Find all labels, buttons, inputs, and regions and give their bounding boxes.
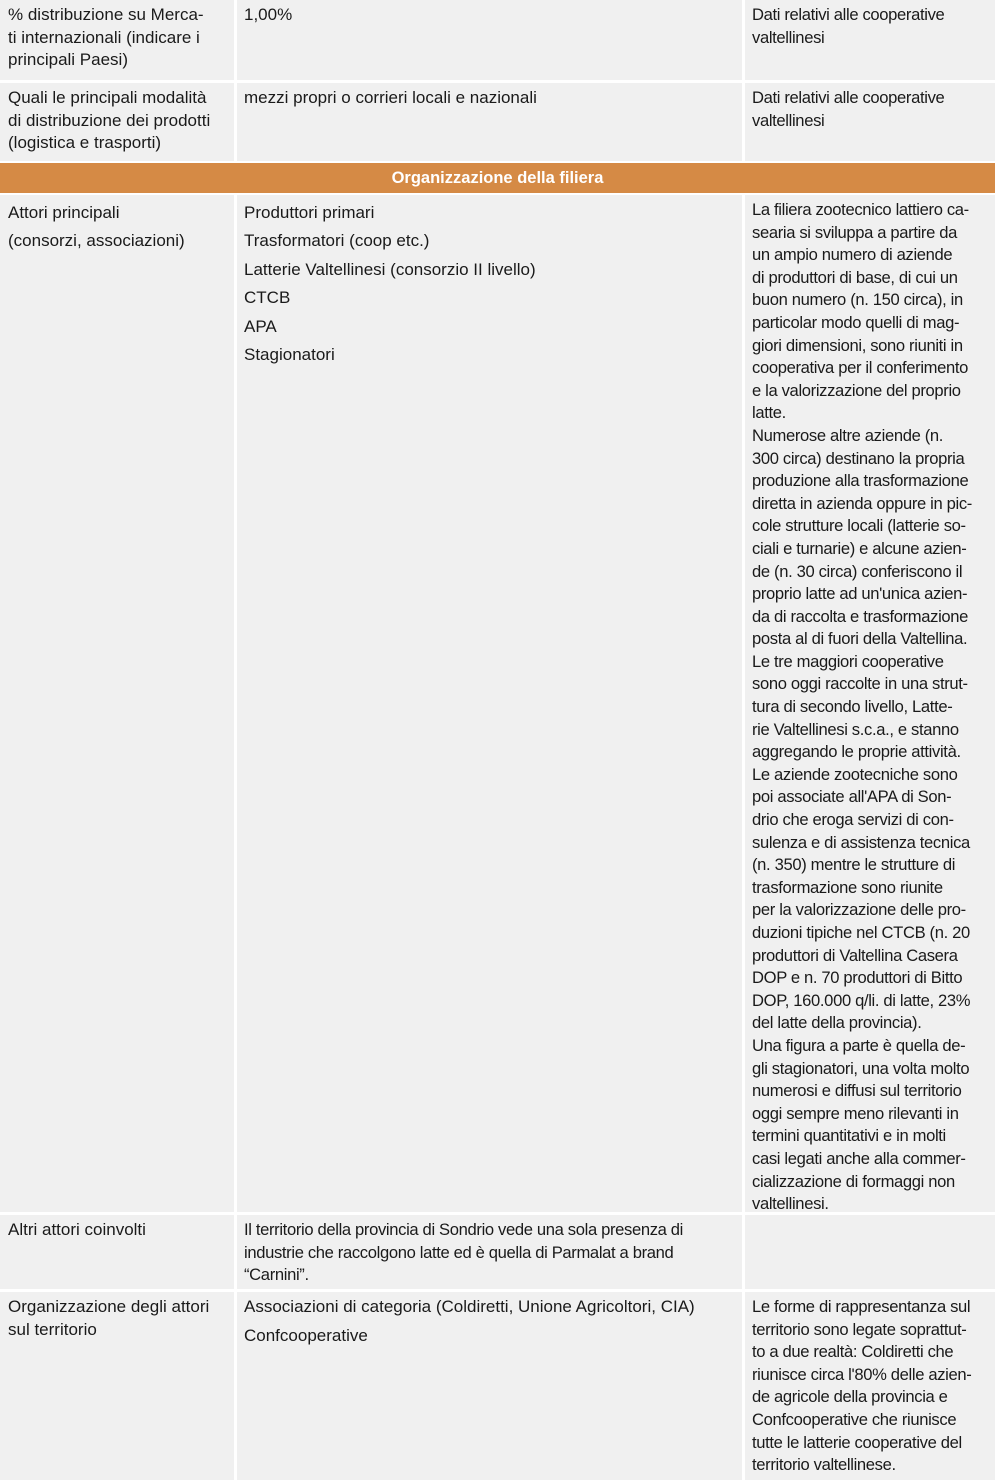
note-line: gli stagionatori, una volta molto bbox=[752, 1058, 970, 1078]
note-line: de (n. 30 circa) conferiscono il bbox=[752, 561, 963, 581]
value-line: “Carnini”. bbox=[244, 1265, 309, 1285]
note-line: DOP e n. 70 produttori di Bitto bbox=[752, 968, 963, 988]
note-line: territorio valtellinese. bbox=[752, 1455, 896, 1475]
value-line: industrie che raccolgono latte ed è quella di Parmalat a brand bbox=[244, 1242, 674, 1262]
row-label bbox=[0, 195, 234, 1212]
table-row-attori-principali bbox=[0, 195, 995, 1212]
note-line: numerosi e diffusi sul territorio bbox=[752, 1081, 962, 1101]
list-item: Produttori primari bbox=[244, 203, 375, 222]
section-title: Organizzazione della filiera bbox=[391, 169, 604, 187]
row-note bbox=[745, 1292, 995, 1480]
label-line: Attori principali bbox=[8, 203, 120, 222]
label-line: sul territorio bbox=[8, 1319, 97, 1339]
note-line: termini quantitativi e in molti bbox=[752, 1126, 946, 1146]
note-line: Una figura a parte è quella de- bbox=[752, 1035, 966, 1055]
value-text: 1,00% bbox=[244, 5, 293, 24]
note-line: cooperativa per il conferimento bbox=[752, 358, 969, 378]
label-line: (consorzi, associazioni) bbox=[8, 231, 185, 251]
row-value-list bbox=[237, 1292, 742, 1480]
note-line: Le aziende zootecniche sono bbox=[752, 764, 958, 784]
label-line: principali Paesi) bbox=[8, 50, 128, 70]
list-item: CTCB bbox=[244, 288, 291, 308]
note-line: e la valorizzazione del proprio bbox=[752, 380, 961, 400]
note-line: per la valorizzazione delle pro- bbox=[752, 900, 966, 920]
note-line: di produttori di base, di cui un bbox=[752, 267, 958, 287]
note-line: sono oggi raccolte in una strut- bbox=[752, 674, 968, 694]
note-line: Le tre maggiori cooperative bbox=[752, 651, 944, 671]
note-line: trasformazione sono riunite bbox=[752, 877, 943, 897]
note-line: duzioni tipiche nel CTCB (n. 20 bbox=[752, 923, 970, 942]
label-line: ti internazionali (indicare i bbox=[8, 27, 200, 47]
row-note bbox=[745, 0, 995, 80]
note-line: un ampio numero di aziende bbox=[752, 245, 953, 265]
list-item: Stagionatori bbox=[244, 345, 335, 365]
table-row-altri-attori bbox=[0, 1215, 995, 1289]
note-line: latte. bbox=[752, 403, 786, 423]
note-line: riunisce circa l'80% delle azien- bbox=[752, 1364, 972, 1384]
note-line: La filiera zootecnico lattiero ca- bbox=[752, 200, 969, 219]
label-line: (logistica e trasporti) bbox=[8, 133, 162, 153]
note-line: Confcooperative che riunisce bbox=[752, 1409, 957, 1429]
note-line: produzione alla trasformazione bbox=[752, 471, 969, 491]
value-text: mezzi propri o corrieri locali e nazionali bbox=[244, 88, 537, 107]
row-value bbox=[237, 0, 742, 80]
list-item: APA bbox=[244, 316, 277, 336]
table-row-mercati-internazionali bbox=[0, 0, 995, 80]
note-line: de agricole della provincia e bbox=[752, 1387, 948, 1407]
note-line: del latte della provincia). bbox=[752, 1013, 922, 1033]
note-line: Dati relativi alle cooperative bbox=[752, 88, 945, 107]
value-line: Il territorio della provincia di Sondrio vede una sola presenza di bbox=[244, 1220, 684, 1239]
note-line: DOP, 160.000 q/li. di latte, 23% bbox=[752, 990, 971, 1010]
row-label bbox=[0, 1292, 234, 1480]
row-value-list bbox=[237, 195, 742, 1212]
note-line: casi legati anche alla commer- bbox=[752, 1148, 966, 1168]
note-line: ciali e turnarie) e alcune azien- bbox=[752, 538, 967, 558]
note-line: proprio latte ad un'unica azien- bbox=[752, 584, 968, 604]
note-line: 300 circa) destinano la propria bbox=[752, 448, 965, 468]
note-line: buon numero (n. 150 circa), in bbox=[752, 290, 963, 310]
note-line: to a due realtà: Coldiretti che bbox=[752, 1342, 954, 1362]
list-item: Trasformatori (coop etc.) bbox=[244, 231, 430, 251]
note-line: cializzazione di formaggi non bbox=[752, 1171, 955, 1191]
note-line: Dati relativi alle cooperative bbox=[752, 5, 945, 24]
note-line: valtellinesi bbox=[752, 27, 825, 47]
note-line: sulenza e di assistenza tecnica bbox=[752, 832, 970, 852]
note-line: produttori di Valtellina Casera bbox=[752, 945, 958, 965]
note-line: da di raccolta e trasformazione bbox=[752, 606, 969, 626]
row-note-empty bbox=[745, 1215, 995, 1289]
note-line: valtellinesi bbox=[752, 110, 825, 130]
row-note bbox=[745, 83, 995, 161]
row-note bbox=[745, 195, 995, 1212]
list-item: Associazioni di categoria (Coldiretti, Unione Agricoltori, CIA) bbox=[244, 1297, 695, 1316]
note-line: drio che eroga servizi di con- bbox=[752, 810, 954, 830]
note-line: poi associate all'APA di Son- bbox=[752, 787, 952, 807]
note-line: (n. 350) mentre le strutture di bbox=[752, 855, 956, 875]
table-row-modalita-distribuzione bbox=[0, 83, 995, 161]
note-line: rie Valtellinesi s.c.a., e stanno bbox=[752, 719, 959, 739]
table-row-organizzazione-attori bbox=[0, 1292, 995, 1480]
note-line: diretta in azienda oppure in pic- bbox=[752, 493, 972, 513]
note-line: tura di secondo livello, Latte- bbox=[752, 697, 953, 717]
row-value bbox=[237, 1215, 742, 1289]
note-line: Numerose altre aziende (n. bbox=[752, 425, 944, 445]
note-line: particolar modo quelli di mag- bbox=[752, 312, 960, 332]
note-line: posta al di fuori della Valtellina. bbox=[752, 629, 968, 649]
row-label bbox=[0, 1215, 234, 1289]
note-line: tutte le latterie cooperative del bbox=[752, 1432, 962, 1452]
label-text: Altri attori coinvolti bbox=[8, 1220, 146, 1239]
note-line: cole strutture locali (latterie so- bbox=[752, 516, 966, 536]
note-line: aggregando le proprie attività. bbox=[752, 742, 961, 762]
row-label bbox=[0, 83, 234, 161]
label-line: % distribuzione su Merca- bbox=[8, 5, 204, 24]
label-line: Organizzazione degli attori bbox=[8, 1297, 210, 1316]
note-line: Le forme di rappresentanza sul bbox=[752, 1297, 971, 1316]
note-line: territorio sono legate soprattut- bbox=[752, 1319, 967, 1339]
label-line: di distribuzione dei prodotti bbox=[8, 110, 211, 130]
list-item: Latterie Valtellinesi (consorzio II livello) bbox=[244, 259, 536, 279]
list-item: Confcooperative bbox=[244, 1325, 368, 1345]
section-header bbox=[0, 163, 995, 193]
label-line: Quali le principali modalità bbox=[8, 88, 207, 107]
note-line: searia si sviluppa a partire da bbox=[752, 222, 957, 242]
row-value bbox=[237, 83, 742, 161]
note-line: giori dimensioni, sono riuniti in bbox=[752, 335, 963, 355]
row-label bbox=[0, 0, 234, 80]
note-line: oggi sempre meno rilevanti in bbox=[752, 1103, 959, 1123]
note-line: valtellinesi. bbox=[752, 1194, 829, 1212]
